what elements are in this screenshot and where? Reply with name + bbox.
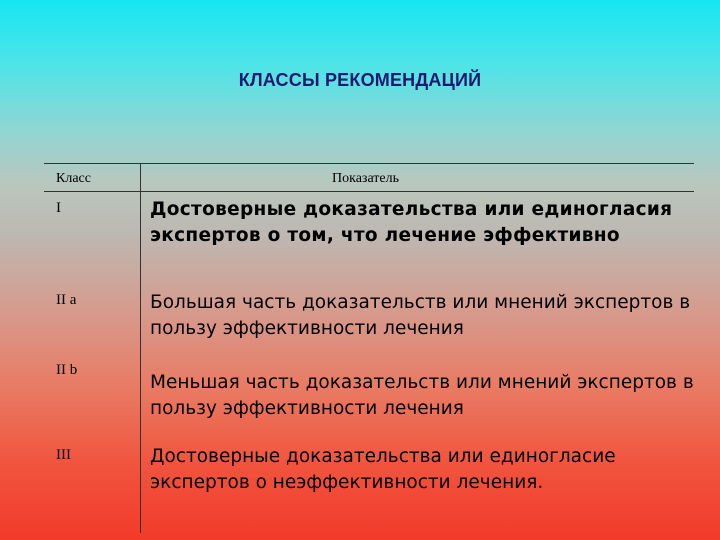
header-class: Класс: [56, 171, 91, 186]
column-divider: [140, 163, 141, 533]
row-4-description: Достоверные доказательства или единогласие экспертов о неэффективности лечения.: [150, 446, 616, 493]
table-top-border: [44, 163, 694, 164]
recommendation-classes-table: [44, 163, 694, 533]
slide-title: КЛАССЫ РЕКОМЕНДАЦИЙ: [238, 70, 482, 90]
row-3-description: Меньшая часть доказательств или мнений экспертов в пользу эффективности лечения: [150, 372, 694, 419]
row-3-class: II b: [56, 362, 78, 378]
row-4-class: III: [56, 447, 71, 463]
row-2-description: Большая часть доказательств или мнений экспертов в пользу эффективности лечения: [150, 292, 691, 339]
header-indicator: Показатель: [332, 171, 399, 186]
row-1-class: I: [56, 200, 61, 216]
row-2-class: II a: [56, 292, 77, 308]
header-divider: [44, 191, 694, 192]
row-1-description: Достоверные доказательства или единогласия экспертов о том, что лечение эффективно: [150, 199, 673, 246]
